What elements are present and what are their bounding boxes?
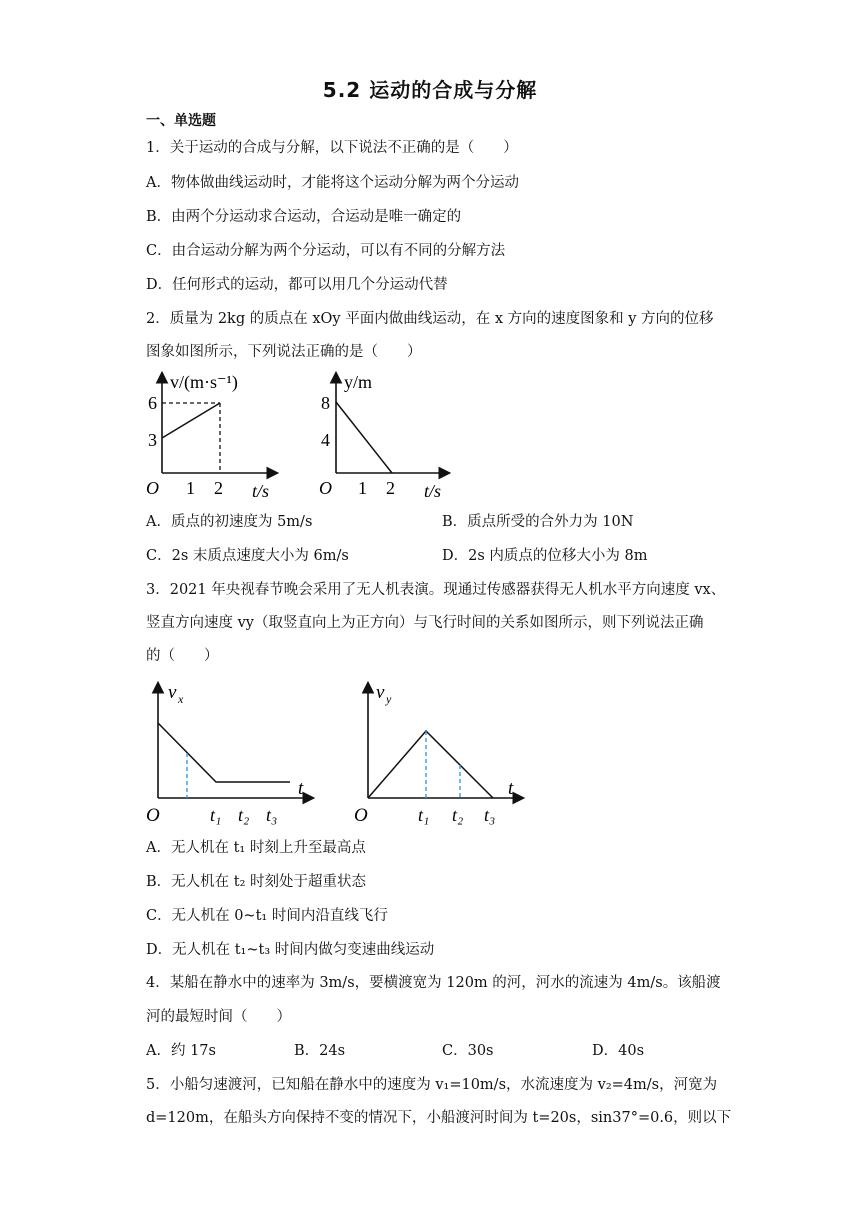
q3-vx-origin: O [146, 805, 160, 826]
q4-stem-line2: 河的最短时间（ ） [146, 1009, 291, 1025]
q3-vx-xtick-t1: t₁ [210, 805, 222, 825]
q2-yt-ytick-4: 4 [321, 430, 330, 450]
q3-stem-line3: 的（ ） [146, 648, 219, 664]
q3-stem-line2: 竖直方向速度 vy（取竖直向上为正方向）与飞行时间的关系如图所示，则下列说法正确 [146, 615, 704, 631]
q3-vy-ylabel: v [376, 682, 385, 703]
q2-option-b: B．质点所受的合外力为 10N [442, 514, 634, 530]
q2-yt-line [336, 402, 392, 473]
q3-vx-line [158, 723, 290, 782]
q4-option-d: D．40s [592, 1043, 645, 1059]
q3-vy-xtick-t1: t₁ [418, 805, 430, 825]
q2-yt-xtick-2: 2 [386, 478, 395, 498]
q2-vt-ylabel: v/(m·s⁻¹) [170, 372, 238, 392]
q2-stem-line1: 2．质量为 2kg 的质点在 xOy 平面内做曲线运动，在 x 方向的速度图象和 y 方向的位移 [146, 311, 714, 327]
q2-vt-ytick-3: 3 [148, 430, 157, 450]
q3-vx-ysub: x [178, 692, 184, 706]
q2-yt-xtick-1: 1 [358, 478, 367, 498]
q2-yt-ytick-8: 8 [321, 393, 330, 413]
q5-stem-line2: d=120m，在船头方向保持不变的情况下，小船渡河时间为 t=20s，sin37°=0.6，则以下 [146, 1110, 732, 1126]
q3-vy-origin: O [354, 805, 368, 826]
q3-vx-xlabel: t [298, 778, 304, 799]
q3-vy-xtick-t2: t₂ [452, 805, 464, 825]
q2-vt-xlabel: t/s [252, 481, 270, 501]
q1-option-c: C．由合运动分解为两个分运动，可以有不同的分解方法 [146, 243, 506, 259]
q2-option-d: D．2s 内质点的位移大小为 8m [442, 548, 648, 564]
q4-stem-line1: 4．某船在静水中的速率为 3m/s，要横渡宽为 120m 的河，河水的流速为 4m/s。该船渡 [146, 975, 721, 991]
q1-option-d: D．任何形式的运动，都可以用几个分运动代替 [146, 277, 448, 293]
q3-vy-xlabel: t [508, 778, 514, 799]
q2-vt-graph [140, 366, 290, 502]
q3-vx-xtick-t2: t₂ [238, 805, 250, 825]
q3-vy-xtick-t3: t₃ [484, 805, 496, 825]
q3-option-d: D．无人机在 t₁~t₃ 时间内做匀变速曲线运动 [146, 942, 435, 958]
section-heading: 一、单选题 [146, 113, 216, 129]
q3-vy-graph [350, 676, 530, 826]
q3-option-a: A．无人机在 t₁ 时刻上升至最高点 [146, 840, 366, 856]
q2-yt-graph [312, 366, 462, 502]
q2-vt-origin: O [146, 478, 159, 498]
q2-vt-xtick-2: 2 [214, 478, 223, 498]
q2-yt-ylabel: y/m [344, 372, 373, 392]
q3-vy-line [368, 731, 493, 798]
q4-option-a: A．约 17s [146, 1043, 216, 1059]
q2-yt-xlabel: t/s [424, 481, 442, 501]
q4-option-b: B．24s [294, 1043, 346, 1059]
q1-stem: 1．关于运动的合成与分解，以下说法不正确的是（ ） [146, 140, 518, 156]
q2-vt-ytick-6: 6 [148, 393, 157, 413]
q2-vt-xtick-1: 1 [186, 478, 195, 498]
q1-option-a: A．物体做曲线运动时，才能将这个运动分解为两个分运动 [146, 175, 519, 191]
q5-stem-line1: 5．小船匀速渡河，已知船在静水中的速度为 v₁=10m/s，水流速度为 v₂=4m/s，河宽为 [146, 1077, 718, 1093]
q3-vx-xtick-t3: t₃ [266, 805, 278, 825]
q3-vx-ylabel: v [168, 682, 177, 703]
q4-option-c: C．30s [442, 1043, 494, 1059]
q3-stem-line1: 3．2021 年央视春节晚会采用了无人机表演。现通过传感器获得无人机水平方向速度 vx、 [146, 582, 726, 598]
q3-vx-graph [140, 676, 320, 826]
q3-option-c: C．无人机在 0~t₁ 时间内沿直线飞行 [146, 908, 388, 924]
q2-stem-line2: 图象如图所示，下列说法正确的是（ ） [146, 344, 422, 360]
q1-option-b: B．由两个分运动求合运动，合运动是唯一确定的 [146, 209, 462, 225]
page-title: 5.2 运动的合成与分解 [322, 78, 538, 102]
q3-option-b: B．无人机在 t₂ 时刻处于超重状态 [146, 874, 367, 890]
q2-option-a: A．质点的初速度为 5m/s [146, 514, 313, 530]
q3-vy-ysub: y [386, 692, 392, 706]
q2-option-c: C．2s 末质点速度大小为 6m/s [146, 548, 349, 564]
q2-yt-origin: O [319, 478, 332, 498]
q2-vt-line [162, 403, 220, 438]
